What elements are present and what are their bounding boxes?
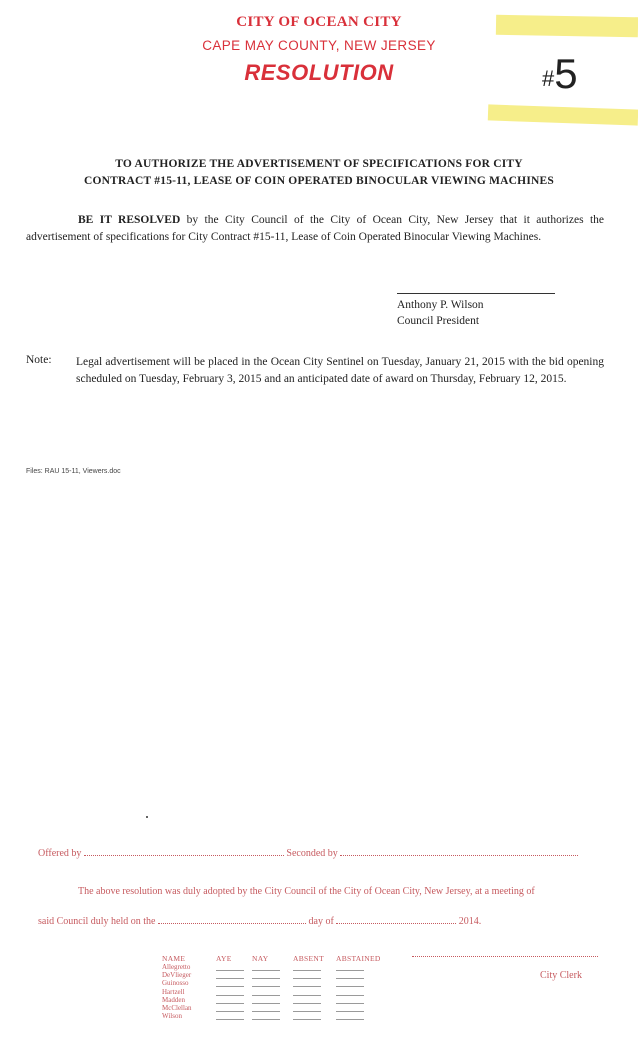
vote-member: Guinosso <box>162 979 189 988</box>
resolution-number-digit: 5 <box>554 50 578 97</box>
vote-blank <box>293 986 321 987</box>
vote-blank <box>252 1011 280 1012</box>
vote-blank <box>216 1003 244 1004</box>
vote-blank <box>252 1003 280 1004</box>
vote-member: Hartzell <box>162 987 185 996</box>
vote-blank <box>252 986 280 987</box>
vote-member: DeVlieger <box>162 971 192 980</box>
vote-member: Wilson <box>162 1012 182 1021</box>
vote-blank <box>293 978 321 979</box>
vote-blank <box>293 1011 321 1012</box>
offered-by-label: Offered by <box>38 848 82 859</box>
note-text: Legal advertisement will be placed in the Ocean City Sentinel on Tuesday, January 21, 2015 with the bid opening scheduled on Tuesday, February 3, 2015 and an anticipated date of award on Thursday, February 12, 2015. <box>76 356 604 385</box>
vote-blank <box>336 1019 364 1020</box>
adoption-line2 <box>38 914 481 927</box>
vote-blank <box>336 1011 364 1012</box>
resolution-body <box>26 212 604 246</box>
vote-blank <box>216 1019 244 1020</box>
vote-blank <box>216 970 244 971</box>
stray-mark <box>146 816 148 818</box>
held-on-blank <box>158 914 306 924</box>
resolution-title-line2: CONTRACT #15-11, LEASE OF COIN OPERATED BINOCULAR VIEWING MACHINES <box>84 175 554 187</box>
clerk-signature-line <box>412 956 598 957</box>
resolution-number-hash: # <box>542 66 555 91</box>
vote-blank <box>293 995 321 996</box>
vote-header-aye: AYE <box>216 954 232 963</box>
vote-member: Allegretto <box>162 963 191 971</box>
vote-blank <box>336 978 364 979</box>
vote-blank <box>216 978 244 979</box>
signature-block <box>397 297 484 329</box>
vote-blank <box>336 995 364 996</box>
highlight-mark-bottom <box>488 104 638 125</box>
resolution-title <box>0 156 638 190</box>
file-reference: Files: RAU 15-11, Viewers.doc <box>26 468 121 475</box>
day-of-blank <box>336 914 456 924</box>
vote-header-abstained: ABSTAINED <box>336 954 381 963</box>
vote-blank <box>293 1003 321 1004</box>
vote-header-absent: ABSENT <box>293 954 324 963</box>
vote-blank <box>216 1011 244 1012</box>
seconded-by-label: Seconded by <box>286 848 338 859</box>
note-label: Note: <box>26 354 52 366</box>
vote-header-nay: NAY <box>252 954 269 963</box>
vote-blank <box>252 978 280 979</box>
letterhead-city: CITY OF OCEAN CITY <box>236 14 402 30</box>
resolution-title-line1: TO AUTHORIZE THE ADVERTISEMENT OF SPECIFICATIONS FOR CITY <box>115 158 523 170</box>
day-of-label: day of <box>308 916 334 927</box>
document-type: RESOLUTION <box>244 60 394 85</box>
vote-blank <box>252 995 280 996</box>
vote-blank <box>336 1003 364 1004</box>
vote-blank <box>293 970 321 971</box>
vote-blank <box>293 1019 321 1020</box>
resolution-text: by the City Council of the City of Ocean City, New Jersey that it authorizes the advertisement of specifications for City Contract #15-11, Lease of Coin Operated Binocular Viewing Machines. <box>26 214 604 243</box>
resolution-lead: BE IT RESOLVED <box>78 214 181 226</box>
vote-blank <box>336 970 364 971</box>
letterhead-county: CAPE MAY COUNTY, NEW JERSEY <box>202 38 436 53</box>
offered-by-row <box>38 846 578 859</box>
vote-blank <box>216 986 244 987</box>
seconded-by-blank <box>340 846 578 856</box>
vote-blank <box>216 995 244 996</box>
year-label: 2014. <box>458 916 482 927</box>
held-on-label: said Council duly held on the <box>38 916 156 927</box>
signature-line <box>397 293 555 294</box>
signature-role: Council President <box>397 315 480 327</box>
vote-member: McClellan <box>162 1004 192 1013</box>
vote-blank <box>336 986 364 987</box>
clerk-label: City Clerk <box>540 970 582 981</box>
resolution-number <box>542 50 578 98</box>
adoption-line1: The above resolution was duly adopted by the City Council of the City of Ocean City, New Jersey, at a meeting of <box>78 886 535 897</box>
vote-blank <box>252 1019 280 1020</box>
signature-name: Anthony P. Wilson <box>397 299 484 311</box>
offered-by-blank <box>84 846 284 856</box>
vote-member: Madden <box>162 995 185 1004</box>
vote-member-list <box>162 963 192 1020</box>
vote-blank <box>252 970 280 971</box>
vote-header-name: NAME <box>162 954 186 963</box>
